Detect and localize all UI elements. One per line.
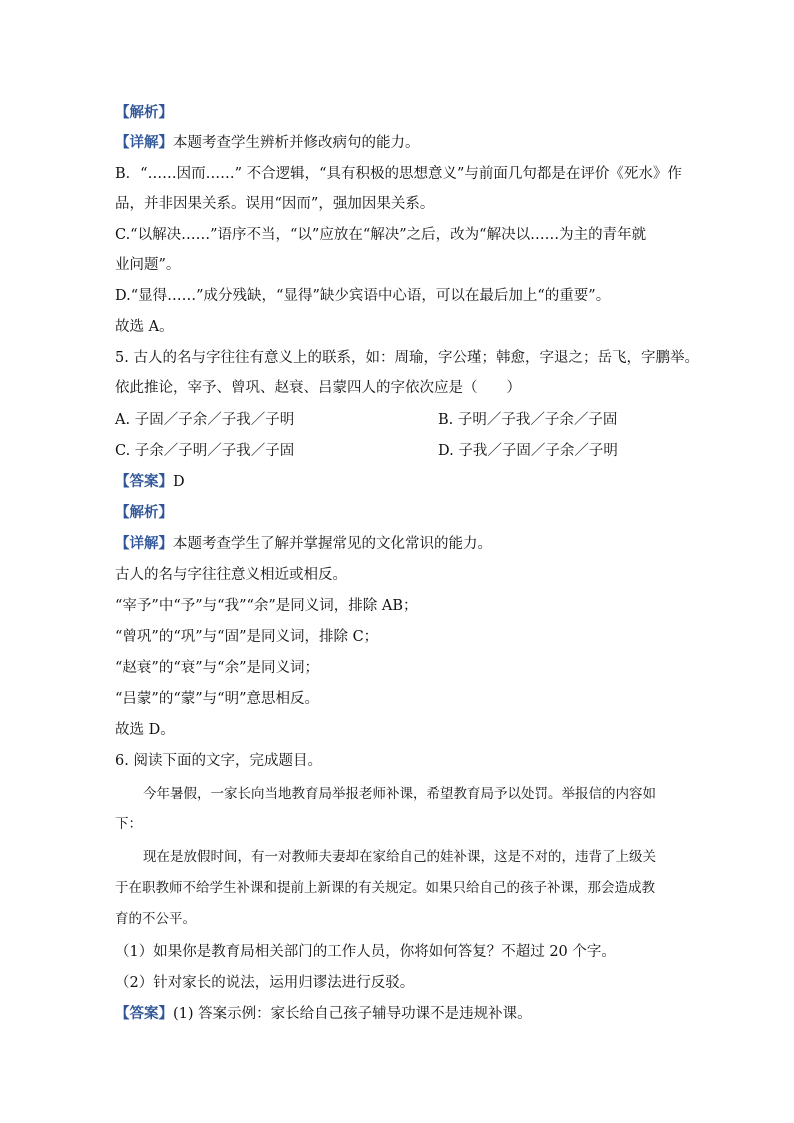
question-5-stem-line2: 依此推论，宰予、曾巩、赵衰、吕蒙四人的字依次应是（ ）: [115, 380, 521, 396]
question-6-sub1: （1）如果你是教育局相关部门的工作人员，你将如何答复？不超过 20 个字。: [115, 944, 616, 960]
question-6-answer: 【答案】(1) 答案示例：家长给自己孩子辅导功课不是违规补课。: [115, 1005, 532, 1022]
option-c-analysis-line1: C.“以解决……”语序不当，“以”应放在“解决”之后，改为“解决以……为主的青年就: [115, 227, 647, 243]
question-5-analysis-line4: “赵衰”的“衰”与“余”是同义词；: [115, 660, 319, 676]
question-5-analysis-line1: 古人的名与字往往意义相近或相反。: [115, 567, 347, 583]
conclusion-d: 故选 D。: [115, 722, 175, 738]
question-5-stem-line1: 5. 古人的名与字往往有意义上的联系，如：周瑜，字公瑾；韩愈，字退之；岳飞，字鹏举。: [115, 350, 699, 366]
question-5-analysis-line5: “吕蒙”的“蒙”与“明”意思相反。: [115, 691, 319, 707]
question-6-sub2: （2）针对家长的说法，运用归谬法进行反驳。: [115, 975, 415, 991]
question-5-answer: 【答案】D: [115, 473, 185, 490]
detail-line: 【详解】本题考查学生辨析并修改病句的能力。: [115, 134, 420, 151]
analysis-tag: 【解析】: [115, 104, 173, 121]
passage-paragraph1-line1: 今年暑假，一家长向当地教育局举报老师补课，希望教育局予以处罚。举报信的内容如: [143, 786, 656, 802]
option-d-analysis: D.“显得……”成分残缺，“显得”缺少宾语中心语，可以在最后加上“的重要”。: [115, 288, 611, 304]
passage-paragraph1-line2: 下：: [115, 816, 142, 832]
question-5-option-a: A. 子固／子余／子我／子明: [115, 412, 295, 428]
question-5-option-c: C. 子余／子明／子我／子固: [115, 443, 295, 459]
question-5-analysis-tag: 【解析】: [115, 504, 173, 521]
question-5-analysis-line3: “曾巩”的“巩”与“固”是同义词，排除 C；: [115, 629, 379, 645]
option-c-analysis-line2: 业问题”。: [115, 257, 181, 273]
question-5-option-b: B. 子明／子我／子余／子固: [438, 412, 618, 428]
question-5-detail: 【详解】本题考查学生了解并掌握常见的文化常识的能力。: [115, 535, 492, 552]
question-5-analysis-line2: “宰予”中“予”与“我”“余”是同义词，排除 AB；: [115, 598, 418, 614]
question-6-stem: 6. 阅读下面的文字，完成题目。: [115, 753, 322, 769]
question-5-option-d: D. 子我／子固／子余／子明: [438, 443, 618, 459]
conclusion-a: 故选 A。: [115, 319, 174, 335]
option-b-analysis-line1: B．“……因而……” 不合逻辑，“具有积极的思想意义”与前面几句都是在评价《死水》作: [115, 166, 682, 182]
option-b-analysis-line2: 品，并非因果关系。误用“因而”，强加因果关系。: [115, 196, 435, 212]
passage-paragraph2-line2: 于在职教师不给学生补课和提前上新课的有关规定。如果只给自己的孩子补课，那会造成教: [115, 880, 655, 896]
passage-paragraph2-line3: 育的不公平。: [115, 911, 196, 927]
passage-paragraph2-line1: 现在是放假时间，有一对教师夫妻却在家给自己的娃补课，这是不对的，违背了上级关: [143, 849, 656, 865]
